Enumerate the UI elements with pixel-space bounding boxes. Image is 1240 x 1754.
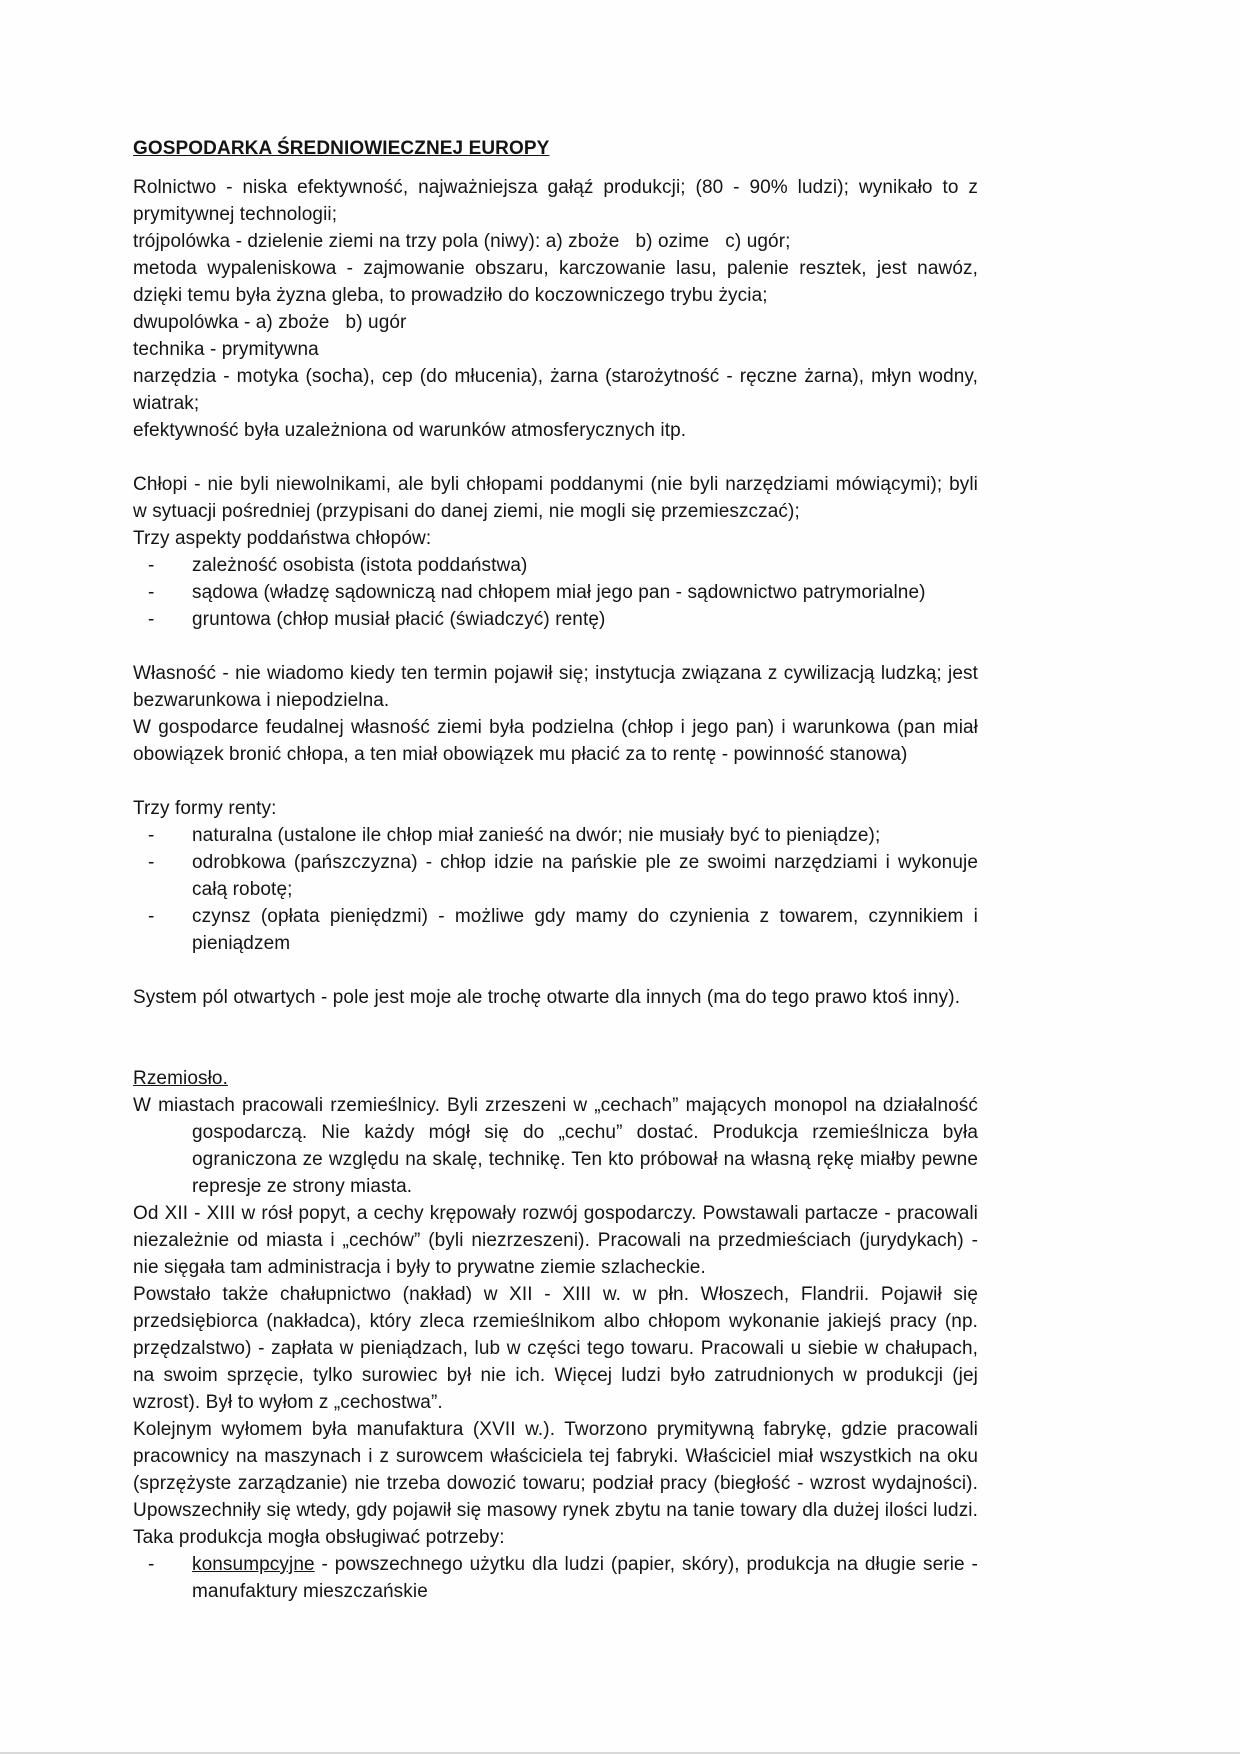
heading-craft: Rzemiosło. (133, 1068, 228, 1089)
list-item (133, 606, 978, 633)
bullet-dash-icon: - (148, 609, 155, 630)
bullet-dash-icon: - (148, 1554, 155, 1575)
para-peasants-intro: Chłopi - nie byli niewolnikami, ale byli chłopami poddanymi (nie byli narzędziami mówiącymi); byli w sytuacji pośredniej (przypisani do danej ziemi, nie mogli się przemieszczać); (133, 474, 978, 522)
list-item-rest: - powszechnego użytku dla ludzi (papier, skóry), produkcja na długie serie - manufaktury mieszczańskie (192, 1554, 978, 1602)
section-rent-forms (133, 795, 978, 957)
document-title: GOSPODARKA ŚREDNIOWIECZNEJ EUROPY (133, 138, 550, 159)
bullet-dash-icon: - (148, 852, 155, 873)
para-feudal-property: W gospodarce feudalnej własność ziemi była podzielna (chłop i jego pan) i warunkowa (pan miał obowiązek bronić chłopa, a ten miał obowiązek mu płacić za to rentę - powinność stanowa) (133, 717, 978, 765)
list-item (133, 903, 978, 957)
para-rent-heading: Trzy formy renty: (133, 798, 277, 819)
section-peasants (133, 471, 978, 633)
section-open-fields (133, 984, 978, 1011)
para-two-field-system: dwupolówka - a) zboże b) ugór (133, 312, 407, 333)
para-open-fields: System pól otwartych - pole jest moje ale trochę otwarte dla innych (ma do tego prawo ktoś inny). (133, 987, 961, 1008)
para-three-field-system: trójpolówka - dzielenie ziemi na trzy pola (niwy): a) zboże b) ozime c) ugór; (133, 231, 791, 252)
list-item-text: czynsz (opłata pieniędzmi) - możliwe gdy mamy do czynienia z towarem, czynnikiem i pieniądzem (192, 906, 978, 954)
list-item (133, 579, 978, 606)
list-item-text: naturalna (ustalone ile chłop miał zanieść na dwór; nie musiały być to pieniądze); (192, 825, 881, 846)
document-content (133, 135, 978, 1605)
list-item-text: odrobkowa (pańszczyzna) - chłop idzie na pańskie ple ze swoimi narzędziami i wykonuje całą robotę; (192, 852, 978, 900)
bullet-dash-icon: - (148, 906, 155, 927)
para-tools: narzędzia - motyka (socha), cep (do młucenia), żarna (starożytność - ręczne żarna), młyn wodny, wiatrak; (133, 366, 978, 414)
section-agriculture (133, 174, 978, 444)
list-item-text: gruntowa (chłop musiał płacić (świadczyć) rentę) (192, 609, 606, 630)
list-item (133, 849, 978, 903)
list-item (133, 1551, 978, 1605)
para-craft-cottage-industry: Powstało także chałupnictwo (nakład) w XII - XIII w. w płn. Włoszech, Flandrii. Pojawił się przedsiębiorca (nakładca), który zleca rzemieślnikom albo chłopom wykonanie jakiejś pracy (np. przędzalstwo) - zapłata w pieniądzach, lub w części tego towaru. Pracowali u siebie w chałupach, na swoim sprzęcie, tylko surowiec był nie ich. Więcej ludzi było zatrudnionych w produkcji (jej wzrost). Był to wyłom z „cechostwa”. (133, 1284, 978, 1413)
bullet-dash-icon: - (148, 555, 155, 576)
para-slash-and-burn: metoda wypaleniskowa - zajmowanie obszaru, karczowanie lasu, palenie resztek, jest nawóz, dzięki temu była żyzna gleba, to prowadziło do koczowniczego trybu życia; (133, 258, 978, 306)
para-craft-partacze: Od XII - XIII w rósł popyt, a cechy krępowały rozwój gospodarczy. Powstawali partacze - pracowali niezależnie od miasta i „cechów” (byli niezrzeszeni). Pracowali na przedmieściach (jurydykach) - nie sięgała tam administracja i były to prywatne ziemie szlacheckie. (133, 1203, 978, 1278)
para-craft-manufactory: Kolejnym wyłomem była manufaktura (XVII w.). Tworzono prymitywną fabrykę, gdzie pracowali pracownicy na maszynach i z surowcem właściciela tej fabryki. Właściciel miał wszystkich na oku (sprzężyste zarządzanie) nie trzeba dowozić towaru; podział pracy (biegłość - wzrost wydajności). Upowszechniły się wtedy, gdy pojawił się masowy rynek zbytu na tanie towary dla dużej ilości ludzi. Taka produkcja mogła obsługiwać potrzeby: (133, 1419, 978, 1548)
list-item-text: zależność osobista (istota poddaństwa) (192, 555, 528, 576)
para-technique: technika - prymitywna (133, 339, 319, 360)
list-item-text: sądowa (władzę sądowniczą nad chłopem miał jego pan - sądownictwo patrymorialne) (192, 582, 926, 603)
list-item (133, 552, 978, 579)
underlined-term: konsumpcyjne (192, 1554, 315, 1575)
para-efficiency: efektywność była uzależniona od warunków atmosferycznych itp. (133, 420, 687, 441)
para-serfdom-aspects-heading: Trzy aspekty poddaństwa chłopów: (133, 528, 432, 549)
list-item (133, 822, 978, 849)
list-item-text (192, 1551, 978, 1605)
para-agriculture-intro: Rolnictwo - niska efektywność, najważniejsza gałąź produkcji; (80 - 90% ludzi); wynikało to z prymitywnej technologii; (133, 177, 978, 225)
para-craft-guilds: W miastach pracowali rzemieślnicy. Byli zrzeszeni w „cechach” mających monopol na działalność gospodarczą. Nie każdy mógł się do „cechu” dostać. Produkcja rzemieślnicza była ograniczona ze względu na skalę, technikę. Ten kto próbował na własną rękę miałby pewne represje ze strony miasta. (133, 1095, 978, 1197)
bullet-dash-icon: - (148, 582, 155, 603)
para-property-intro: Własność - nie wiadomo kiedy ten termin pojawił się; instytucja związana z cywilizacją ludzką; jest bezwarunkowa i niepodzielna. (133, 663, 978, 711)
bullet-dash-icon: - (148, 825, 155, 846)
section-craft (133, 1065, 978, 1605)
section-property (133, 660, 978, 768)
